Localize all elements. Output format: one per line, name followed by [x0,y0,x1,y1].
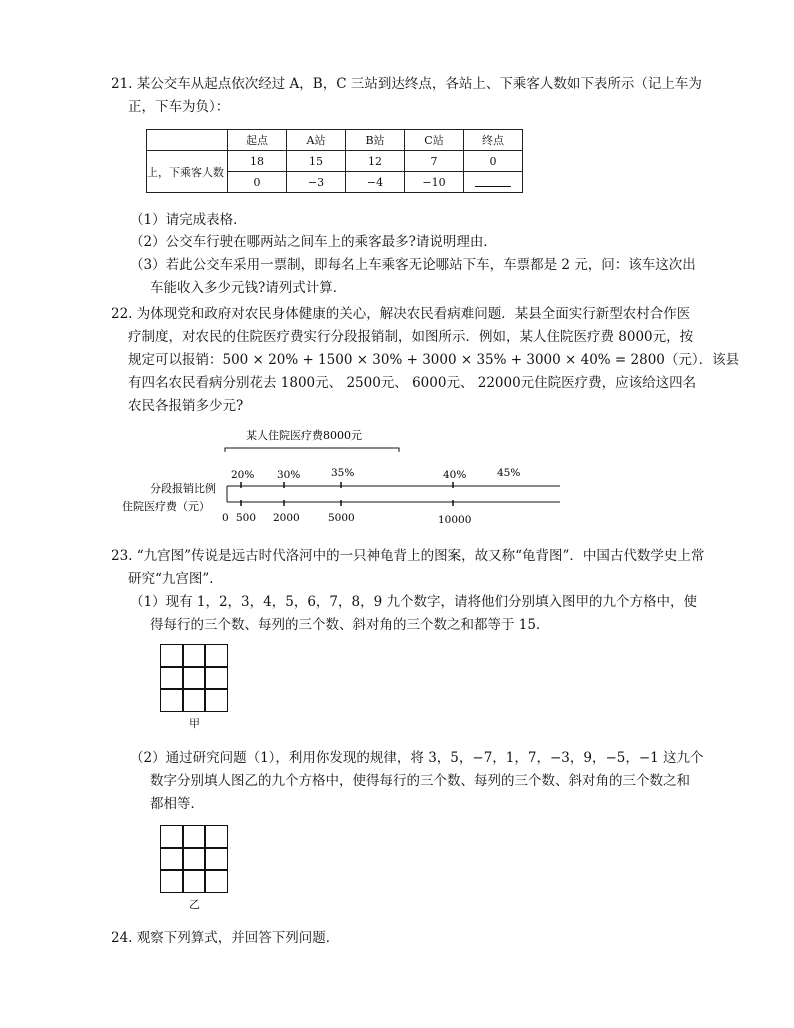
tick-label: 0 [222,512,229,524]
q21-line2: 正，下车为负）： [128,99,230,115]
q23-part2-line1: （2）通过研究问题（1），利用你发现的规律，将 3，5，−7，1，7，−3，9，−5，−1 这九个 [130,750,704,766]
brace-bracket [225,448,399,452]
row-label-ratio: 分段报销比例 [150,482,216,495]
table-row-label: 上，下乘客人数 [147,151,228,193]
table-cell: −3 [287,172,346,193]
table-corner-cell [147,130,228,151]
q22-line3: 规定可以报销：500 × 20% + 1500 × 30% + 3000 × 35% + 3000 × 40% = 2800（元）．该县 [128,352,740,368]
q22-line5: 农民各报销多少元? [128,398,244,414]
q22-line2: 疗制度，对农民的住院医疗费实行分段报销制，如图所示．例如，某人住院医疗费 8000元，按 [128,329,694,345]
q23-part1-line2: 得每行的三个数、每列的三个数、斜对角的三个数之和都等于 15． [150,617,550,633]
tick-label: 2000 [273,512,300,524]
magic-square-yi[interactable] [160,825,228,893]
table-header-c: C站 [405,130,464,151]
table-cell: 0 [228,172,287,193]
q24-line1: 24. 观察下列算式，并回答下列问题． [111,930,340,946]
q23-part2-line3: 都相等． [150,796,204,812]
row-label-cost: 住院医疗费（元） [122,500,210,513]
table-header-a: A站 [287,130,346,151]
q23-line2: 研究“九宫图”． [128,571,223,587]
table-cell: 12 [346,151,405,172]
table-header-b: B站 [346,130,405,151]
table-cell: 7 [405,151,464,172]
bus-passenger-table [146,129,523,193]
q23-part2-line2: 数字分别填人图乙的九个方格中，使得每行的三个数、每列的三个数、斜对角的三个数之和 [150,773,690,789]
tick-label: 10000 [438,514,472,526]
table-answer-blank[interactable] [464,172,523,193]
reimbursement-figure [122,422,560,532]
table-header-start: 起点 [228,130,287,151]
q23-line1: 23. “九宫图”传说是远古时代洛河中的一只神龟背上的图案，故又称“龟背图”．中国古代数学史上常 [111,548,705,564]
percent-label: 30% [277,469,301,481]
q21-part3-line2: 车能收入多少元钱?请列式计算． [150,280,347,296]
q21-part2: （2）公交车行驶在哪两站之间车上的乘客最多?请说明理由． [130,234,497,250]
q21-part3-line1: （3）若此公交车采用一票制，即每名上车乘客无论哪站下车，车票都是 2 元，问：该车这次出 [130,257,696,273]
table-cell: −4 [346,172,405,193]
magic-square-jia[interactable] [160,644,228,712]
answer-blank-line [475,174,511,187]
percent-label: 45% [497,467,521,479]
table-cell: 0 [464,151,523,172]
q22-line1: 22. 为体现党和政府对农民身体健康的关心，解决农民看病难问题．某县全面实行新型农村合作医 [111,306,691,322]
table-header-end: 终点 [464,130,523,151]
percent-label: 40% [443,469,467,481]
tick-label: 5000 [328,512,355,524]
brace-label: 某人住院医疗费8000元 [246,429,362,442]
percent-label: 35% [331,467,355,479]
q23-part1-line1: （1）现有 1，2，3，4，5，6，7，8，9 九个数字，请将他们分别填入图甲的九个方格中，使 [130,594,697,610]
tick-label: 500 [236,512,257,524]
table-cell: 18 [228,151,287,172]
q22-line4: 有四名农民看病分别花去 1800元、 2500元、 6000元、 22000元住院医疗费，应该给这四名 [128,375,697,391]
table-cell: −10 [405,172,464,193]
q21-line1: 21. 某公交车从起点依次经过 A，B，C 三站到达终点，各站上、下乘客人数如下表所示（记上车为 [111,76,702,92]
table-cell: 15 [287,151,346,172]
grid-label-yi: 乙 [189,898,200,911]
percent-label: 20% [231,469,255,481]
q21-part1: （1）请完成表格． [130,212,247,228]
grid-label-jia: 甲 [189,717,200,730]
